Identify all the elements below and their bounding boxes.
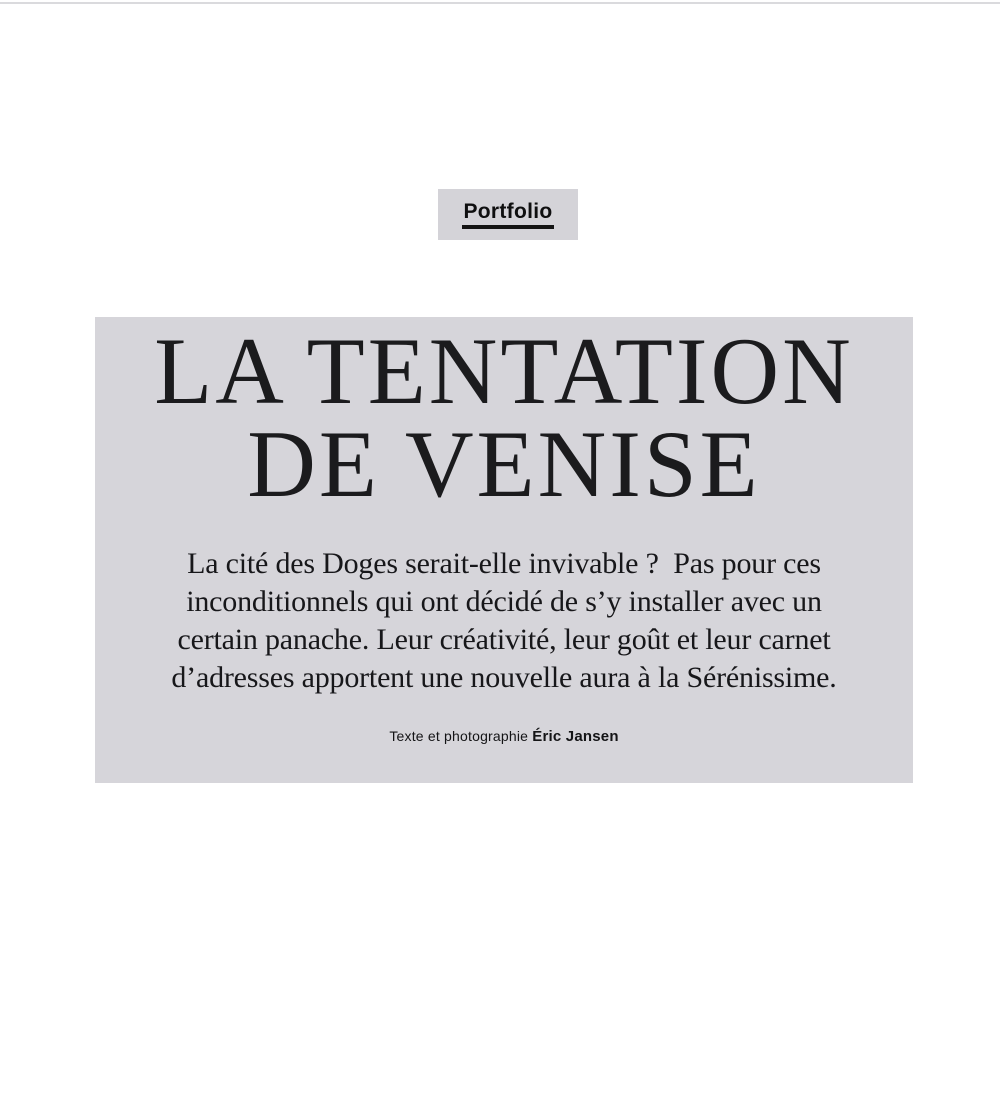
headline-line-1: LA TENTATION	[154, 318, 854, 424]
standfirst-line-3: certain panache. Leur créativité, leur goût et leur carnet	[177, 623, 831, 656]
headline-line-2: DE VENISE	[247, 411, 761, 517]
headline	[95, 317, 913, 517]
standfirst	[95, 545, 913, 697]
article-panel	[95, 317, 913, 783]
byline	[95, 728, 913, 745]
byline-prefix: Texte et photographie	[389, 728, 533, 744]
byline-author: Éric Jansen	[532, 728, 619, 745]
standfirst-line-1: La cité des Doges serait-elle invivable ? Pas pour ces	[187, 547, 821, 580]
kicker-badge	[438, 189, 578, 240]
standfirst-line-4: d’adresses apportent une nouvelle aura à la Sérénissime.	[171, 661, 837, 694]
page-top-edge-line	[0, 2, 1000, 4]
standfirst-line-2: inconditionnels qui ont décidé de s’y installer avec un	[186, 585, 822, 618]
kicker-label: Portfolio	[462, 201, 553, 229]
